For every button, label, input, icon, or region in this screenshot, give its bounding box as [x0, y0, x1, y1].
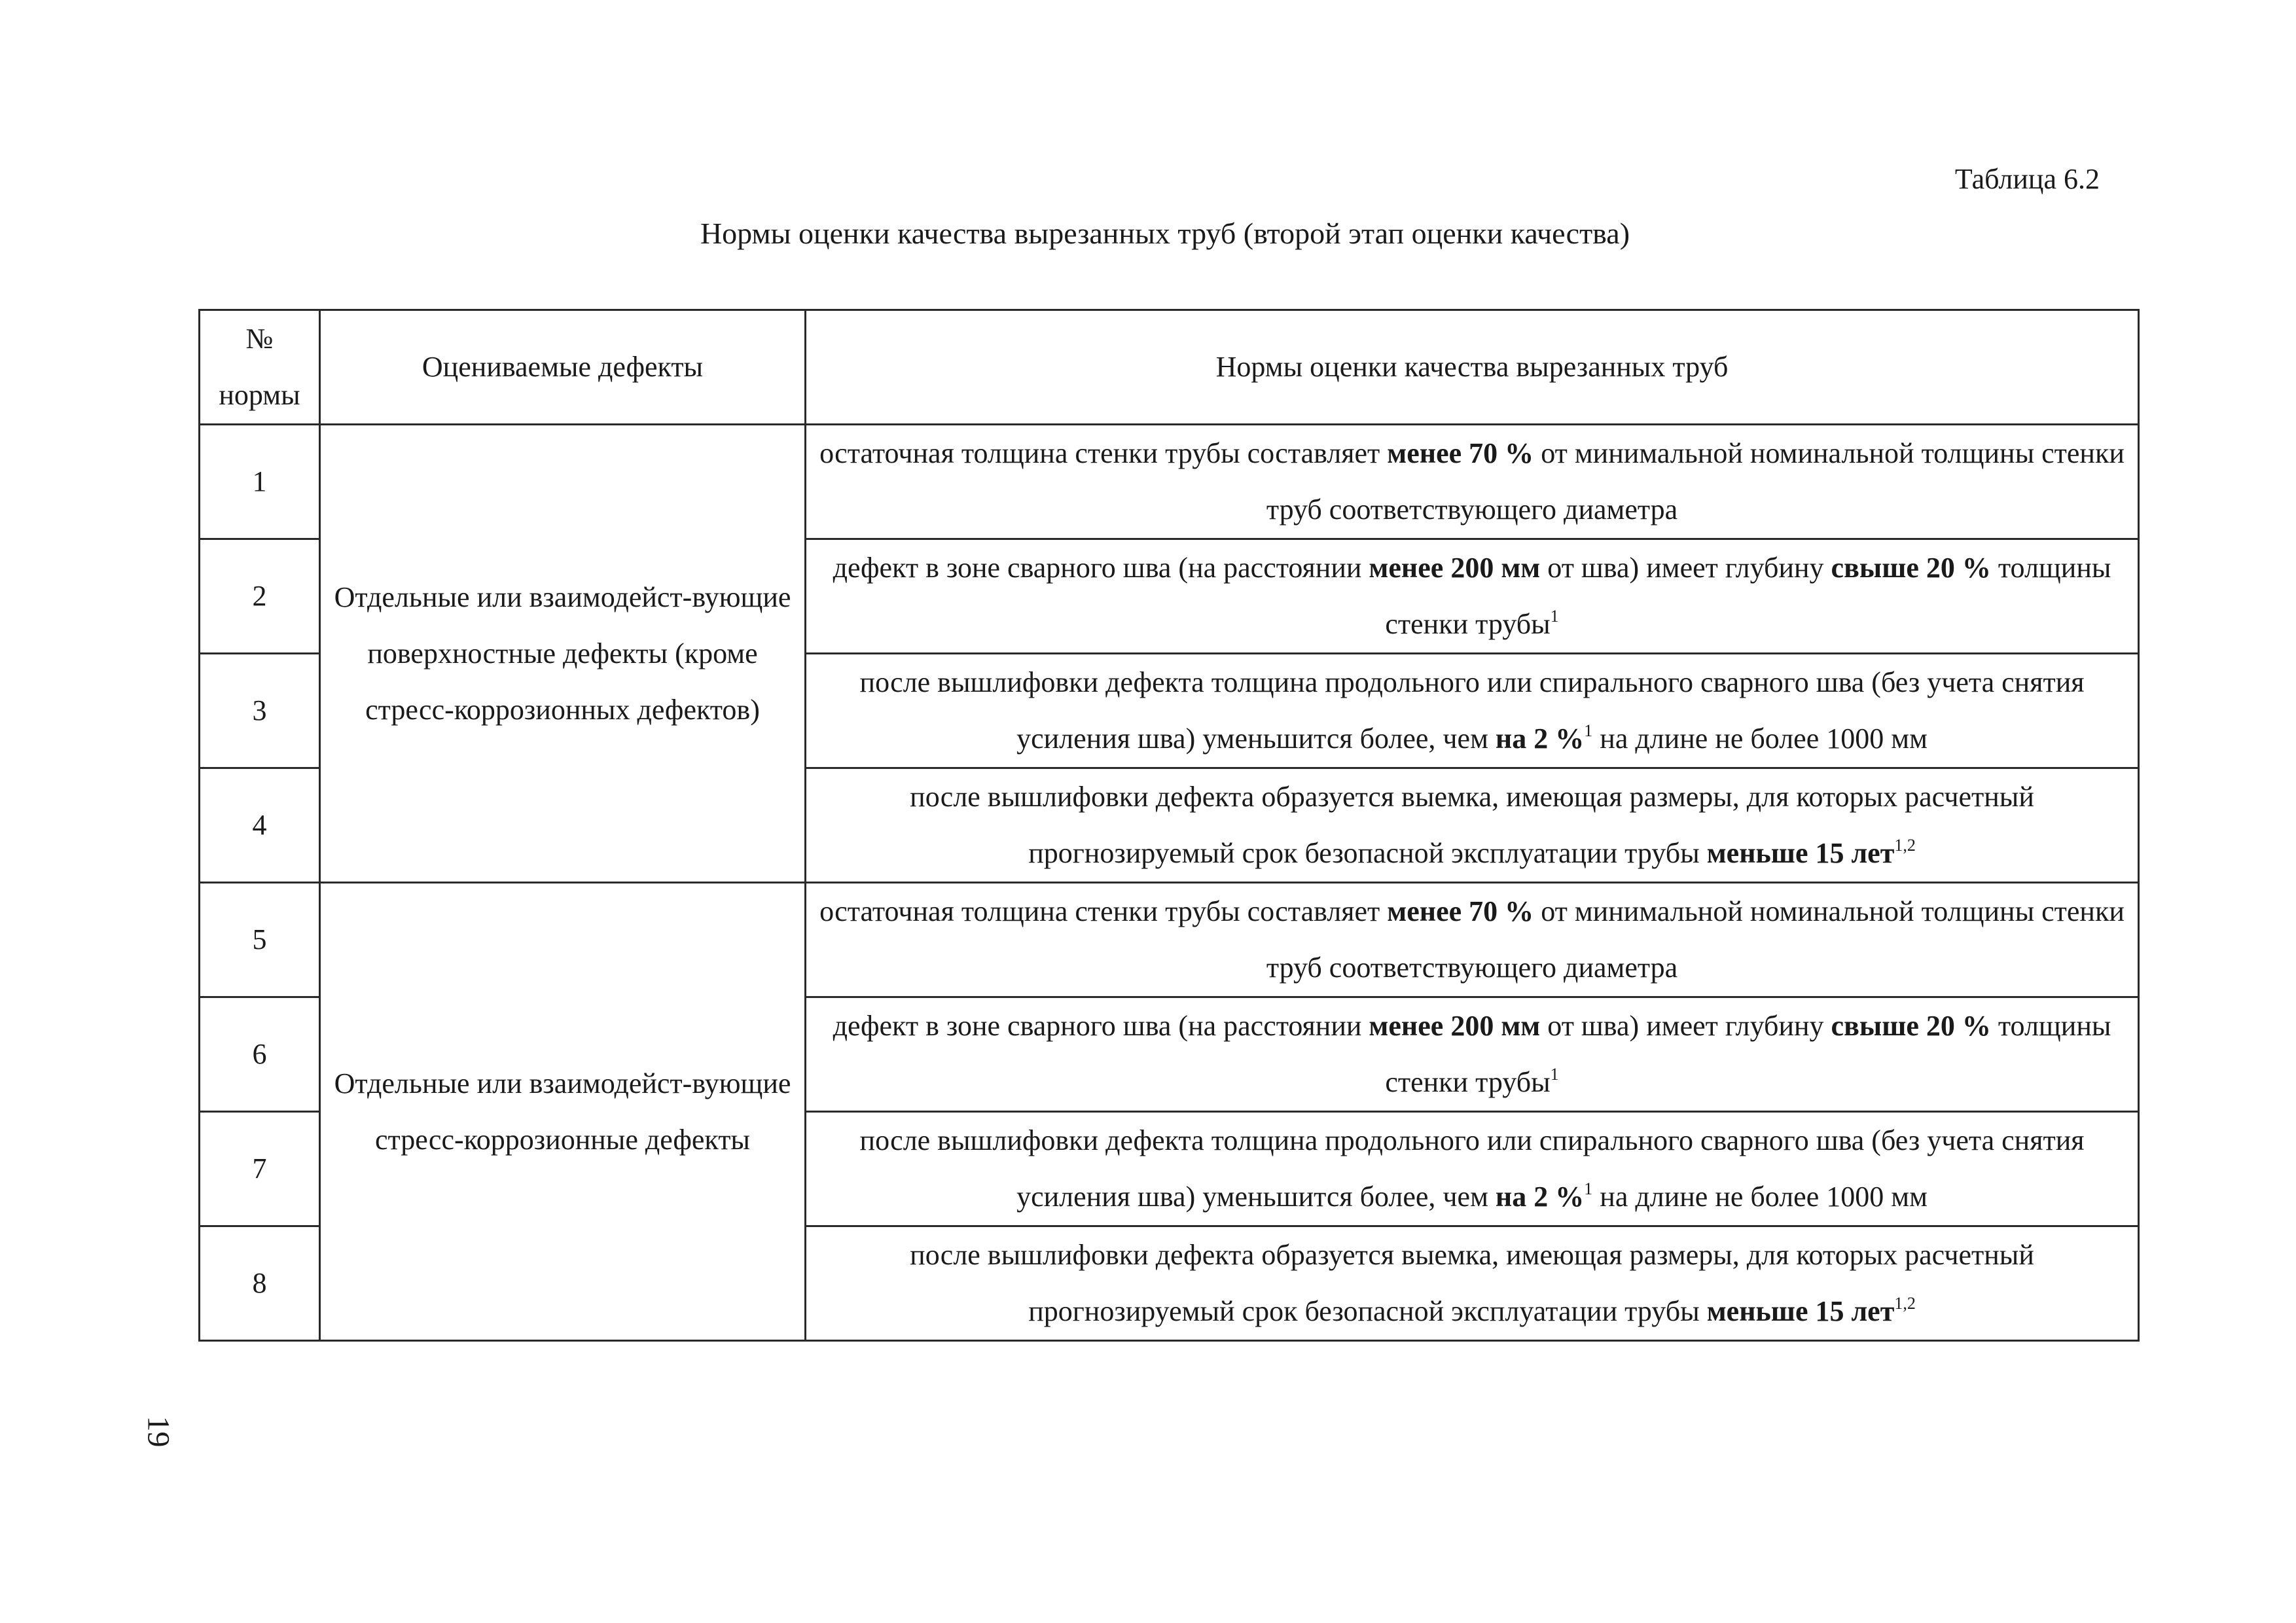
- norm-text-part: толщины стенки трубы: [1385, 552, 2111, 640]
- norm-emphasis: менее 70 %: [1387, 895, 1534, 927]
- norm-text-part: от шва) имеет глубину: [1540, 1010, 1831, 1042]
- norm-text: [806, 425, 2139, 539]
- table-label: Таблица 6.2: [1954, 163, 2100, 195]
- table-title: Нормы оценки качества вырезанных труб (второй этап оценки качества): [700, 217, 1630, 250]
- norm-text: [806, 997, 2139, 1112]
- norm-text: [806, 654, 2139, 768]
- defect-group-surface: Отдельные или взаимодейст-вующие поверхностные дефекты (кроме стресс-коррозионных дефектов): [320, 425, 806, 883]
- norm-text: [806, 1226, 2139, 1341]
- norm-number: 4: [200, 768, 320, 883]
- defect-group-stress-corrosion: Отдельные или взаимодейст-вующие стресс-коррозионные дефекты: [320, 883, 806, 1341]
- header-defects: Оцениваемые дефекты: [320, 310, 806, 425]
- footnote-ref: 1: [1550, 607, 1559, 626]
- table-row: [200, 883, 2139, 997]
- header-num-word: нормы: [219, 379, 300, 411]
- norm-text: [806, 768, 2139, 883]
- norm-number: 8: [200, 1226, 320, 1341]
- norm-emphasis: свыше 20 %: [1831, 1010, 1991, 1042]
- norm-text-part: от минимальной номинальной толщины стенки труб соответствующего диаметра: [1266, 895, 2125, 984]
- norm-emphasis: менее 70 %: [1387, 437, 1534, 469]
- header-norms: Нормы оценки качества вырезанных труб: [806, 310, 2139, 425]
- norm-text-part: дефект в зоне сварного шва (на расстоянии: [833, 1010, 1369, 1042]
- norm-text-part: после вышлифовки дефекта толщина продольного или спирального сварного шва (без учета снятия усиления шва) уменьшится более, чем: [859, 666, 2085, 755]
- norm-text-part: остаточная толщина стенки трубы составляет: [819, 895, 1388, 927]
- norm-text: [806, 1112, 2139, 1226]
- norm-number: 6: [200, 997, 320, 1112]
- norm-text: [806, 539, 2139, 654]
- norm-text-part: на длине не более 1000 мм: [1592, 1181, 1928, 1213]
- norm-text-part: дефект в зоне сварного шва (на расстоянии: [833, 552, 1369, 584]
- header-num-sign: №: [245, 323, 274, 355]
- norm-emphasis: меньше 15 лет: [1706, 1295, 1895, 1327]
- footnote-ref: 1,2: [1894, 1294, 1916, 1313]
- norm-text: [806, 883, 2139, 997]
- norm-emphasis: меньше 15 лет: [1706, 837, 1895, 869]
- norm-text-part: толщины стенки трубы: [1385, 1010, 2111, 1098]
- norm-emphasis: свыше 20 %: [1831, 552, 1991, 584]
- norms-table: [198, 309, 2140, 1342]
- footnote-ref: 1: [1584, 1179, 1593, 1198]
- footnote-ref: 1,2: [1894, 836, 1916, 855]
- footnote-ref: 1: [1584, 721, 1593, 740]
- norm-text-part: на длине не более 1000 мм: [1592, 722, 1928, 755]
- table-row: [200, 425, 2139, 539]
- footnote-ref: 1: [1550, 1065, 1559, 1084]
- norm-text-part: после вышлифовки дефекта толщина продольного или спирального сварного шва (без учета снятия усиления шва) уменьшится более, чем: [859, 1124, 2085, 1213]
- norm-text-part: после вышлифовки дефекта образуется выемка, имеющая размеры, для которых расчетный прогнозируемый срок безопасной эксплуатации трубы: [910, 1239, 2034, 1327]
- norm-number: 2: [200, 539, 320, 654]
- norm-emphasis: на 2 %: [1495, 722, 1585, 755]
- header-norm-number: [200, 310, 320, 425]
- norm-emphasis: менее 200 мм: [1369, 1010, 1541, 1042]
- norm-text-part: после вышлифовки дефекта образуется выемка, имеющая размеры, для которых расчетный прогнозируемый срок безопасной эксплуатации трубы: [910, 781, 2034, 869]
- norm-number: 5: [200, 883, 320, 997]
- norm-number: 1: [200, 425, 320, 539]
- norm-text-part: от минимальной номинальной толщины стенки труб соответствующего диаметра: [1266, 437, 2125, 526]
- norm-emphasis: на 2 %: [1495, 1181, 1585, 1213]
- norm-number: 7: [200, 1112, 320, 1226]
- norm-emphasis: менее 200 мм: [1369, 552, 1541, 584]
- norm-text-part: остаточная толщина стенки трубы составляет: [819, 437, 1388, 469]
- table-header-row: [200, 310, 2139, 425]
- norm-number: 3: [200, 654, 320, 768]
- norm-text-part: от шва) имеет глубину: [1540, 552, 1831, 584]
- page-number: 19: [141, 1416, 176, 1448]
